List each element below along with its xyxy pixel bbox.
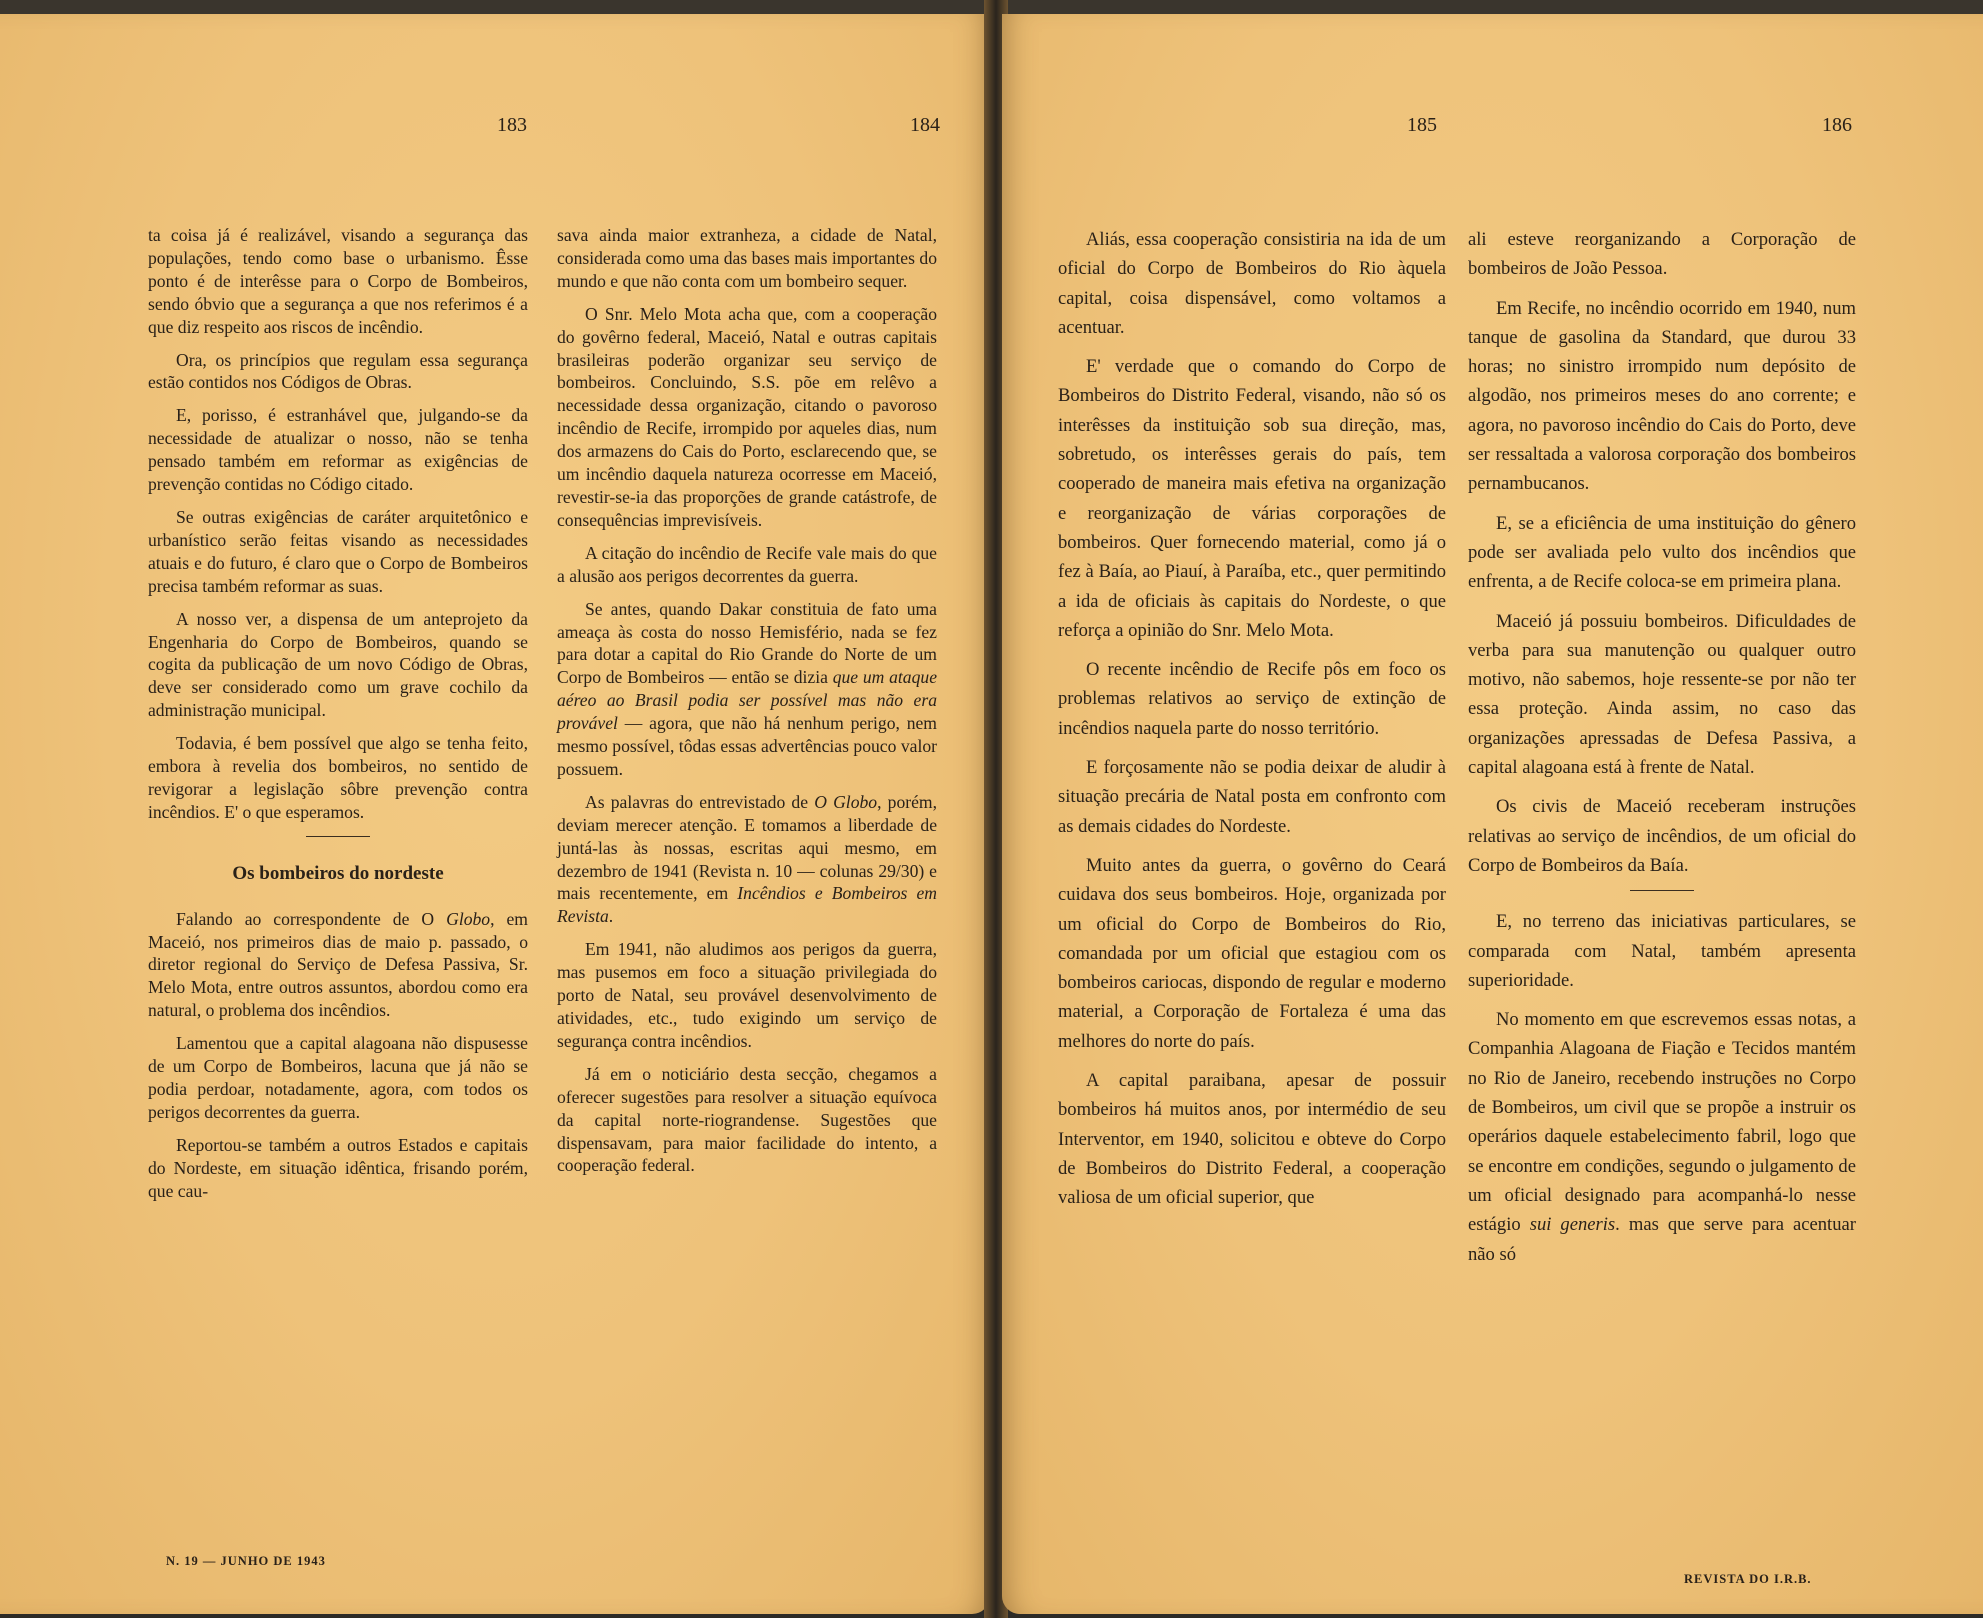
page-number-183: 183 <box>497 114 527 136</box>
paragraph: Já em o noticiário desta secção, chegamos a oferecer sugestões para resolver a situação equívoca da capital norte-riograndense. Sugestões que dispensavam, para maior facilidade do intento, a cooperação federal. <box>557 1063 937 1176</box>
paragraph: Muito antes da guerra, o govêrno do Ceará cuidava dos seus bombeiros. Hoje, organizada por um oficial do Corpo de Bombeiros do Rio, comandada por um oficial que estagiou com os bombeiros cariocas, dispondo de regular e moderno material, a Corporação de Fortaleza é uma das melhores do norte do país. <box>1058 854 1446 1052</box>
page-number-184: 184 <box>910 114 940 136</box>
column-183 <box>148 224 528 1213</box>
paragraph: E forçosamente não se podia deixar de aludir à situação precária de Natal posta em confronto com as demais cidades do Nordeste. <box>1058 757 1446 837</box>
paragraph: E, porisso, é estranhável que, julgando-se da necessidade de atualizar o nosso, não se tenha pensado também em reformar as exigências de prevenção contidas no Código citado. <box>148 405 528 495</box>
paragraph: Em Recife, no incêndio ocorrido em 1940, num tanque de gasolina da Standard, que durou 33 horas; no sinistro irrompido num depósito de algodão, nos primeiros meses do ano corrente; e agora, no pavoroso incêndio do Cais do Porto, deve ser ressaltada a valorosa corporação dos bombeiros pernambucanos. <box>1468 297 1856 495</box>
paragraph: E' verdade que o comando do Corpo de Bombeiros do Distrito Federal, visando, não só os interêsses da instituição sob sua direção, mas, sobretudo, os interêsses gerais do país, tem cooperado de maneira mais efetiva na organização e reorganização de várias corporações de bombeiros. Quer fornecendo material, como já o fez à Baía, ao Piauí, à Paraíba, etc., quer permitindo a ida de oficiais às capitais do Nordeste, o que reforça a opinião do Snr. Melo Mota. <box>1058 356 1446 641</box>
paragraph: ali esteve reorganizando a Corporação de bombeiros de João Pessoa. <box>1468 229 1856 280</box>
paragraph: Reportou-se também a outros Estados e capitais do Nordeste, em situação idêntica, frisando porém, que cau- <box>148 1134 528 1201</box>
footer-publication: REVISTA DO I.R.B. <box>1684 1572 1812 1586</box>
page-number-185: 185 <box>1407 114 1437 136</box>
section-heading: Os bombeiros do nordeste <box>232 862 444 884</box>
paragraph: ta coisa já é realizável, visando a segurança das populações, tendo como base o urbanismo. Êsse ponto é de interêsse para o Corpo de Bombeiros, sendo óbvio que a segurança a que nos referimos é a que diz respeito aos riscos de incêndio. <box>148 225 528 337</box>
paragraph: Todavia, é bem possível que algo se tenha feito, embora à revelia dos bombeiros, no sentido de revigorar a legislação sôbre prevenção contra incêndios. E' o que esperamos. <box>148 733 528 822</box>
paragraph: Se outras exigências de caráter arquitetônico e urbanístico serão feitas visando as necessidades atuais e do futuro, é claro que o Corpo de Bombeiros precisa também reformar as suas. <box>148 506 528 596</box>
paragraph: E, no terreno das iniciativas particulares, se comparada com Natal, também apresenta superioridade. <box>1468 911 1856 991</box>
paragraph: Lamentou que a capital alagoana não dispusesse de um Corpo de Bombeiros, lacuna que já não se podia perdoar, notadamente, agora, com todos os perigos decorrentes da guerra. <box>148 1033 528 1122</box>
paragraph: Se antes, quando Dakar constituia de fato uma ameaça às costa do nosso Hemisfério, nada se fez para dotar a capital do Rio Grande do Norte de um Corpo de Bombeiros — então se dizia que um ataque aéreo ao Brasil podia ser possível mas não era provável — agora, que não há nenhum perigo, nem mesmo possível, tôdas essas advertências pouco valor possuem. <box>557 598 937 779</box>
paragraph: E, se a eficiência de uma instituição do gênero pode ser avaliada pelo vulto dos incêndios que enfrenta, a de Recife coloca-se em primeira plana. <box>1468 512 1856 593</box>
paragraph: Ora, os princípios que regulam essa segurança estão contidos nos Códigos de Obras. <box>148 349 528 393</box>
page-number-186: 186 <box>1822 114 1852 136</box>
paragraph: Aliás, essa cooperação consistiria na ida de um oficial do Corpo de Bombeiros do Rio àquela capital, coisa dispensável, como voltamos a acentuar. <box>1058 229 1446 338</box>
paragraph: O recente incêndio de Recife pôs em foco os problemas relativos ao serviço de extinção de incêndios naquela parte do nosso território. <box>1058 659 1446 739</box>
paragraph: As palavras do entrevistado de O Globo, porém, deviam merecer atenção. E tomamos a liberdade de juntá-las às nossas, escritas aqui mesmo, em dezembro de 1941 (Revista n. 10 — colunas 29/30) e mais recentemente, em Incêndios e Bombeiros em Revista. <box>557 791 938 927</box>
paragraph: A nosso ver, a dispensa de um anteprojeto da Engenharia do Corpo de Bombeiros, quando se cogita da publicação de um novo Código de Obras, deve ser considerado como um grave cochilo da administração municipal. <box>148 608 528 721</box>
paragraph: Em 1941, não aludimos aos perigos da guerra, mas pusemos em foco a situação privilegiada do porto de Natal, seu provável desenvolvimento de atividades, etc., tudo exigindo um serviço de segurança contra incêndios. <box>557 939 937 1051</box>
left-page <box>0 14 990 1614</box>
paragraph: sava ainda maior extranheza, a cidade de Natal, considerada como uma das bases mais importantes do mundo e que não conta com um bombeiro sequer. <box>557 225 937 291</box>
column-186 <box>1468 225 1856 1279</box>
paragraph: No momento em que escrevemos essas notas, a Companhia Alagoana de Fiação e Tecidos mantém no Rio de Janeiro, recebendo instruções no Corpo de Bombeiros, um civil que se propõe a instruir os operários daquele estabelecimento fabril, logo que se encontre em condições, segundo o julgamento de um oficial designado para acompanhá-lo nesse estágio sui generis. mas que serve para acentuar não só <box>1468 1009 1856 1265</box>
paragraph: A citação do incêndio de Recife vale mais do que a alusão aos perigos decorrentes da guerra. <box>557 542 937 586</box>
paragraph: Maceió já possuiu bombeiros. Dificuldades de verba para sua manutenção ou qualquer outro motivo, não sabemos, hoje ressente-se por não ter essa proteção. Ainda assim, no caso das organizações apressadas de Defesa Passiva, a capital alagoana está à frente de Natal. <box>1468 610 1856 779</box>
section-divider <box>1630 890 1694 891</box>
paragraph: Os civis de Maceió receberam instruções relativas ao serviço de incêndios, de um oficial do Corpo de Bombeiros da Baía. <box>1468 796 1856 876</box>
paragraph: A capital paraibana, apesar de possuir bombeiros há muitos anos, por intermédio de seu Interventor, em 1940, solicitou e obteve do Corpo de Bombeiros do Distrito Federal, a cooperação valiosa de um oficial superior, que <box>1058 1070 1446 1209</box>
footer-issue: N. 19 — JUNHO DE 1943 <box>166 1554 326 1568</box>
column-184 <box>557 224 937 1187</box>
section-divider <box>306 836 370 837</box>
right-page <box>1002 14 1983 1614</box>
column-185 <box>1058 225 1446 1223</box>
paragraph: O Snr. Melo Mota acha que, com a cooperação do govêrno federal, Maceió, Natal e outras capitais brasileiras poderão organizar seu serviço de bombeiros. Concluindo, S.S. põe em relêvo a necessidade dessa organização, citando o pavoroso incêndio de Recife, irrompido por aqueles dias, num dos armazens do Cais do Porto, esclarecendo que, se um incêndio daquela natureza ocorresse em Maceió, revestir-se-ia das proporções de grande catástrofe, de consequências imprevisíveis. <box>557 303 937 530</box>
paragraph: Falando ao correspondente de O Globo, em Maceió, nos primeiros dias de maio p. passado, o diretor regional do Serviço de Defesa Passiva, Sr. Melo Mota, entre outros assuntos, abordou como era natural, o problema dos incêndios. <box>148 908 528 1021</box>
